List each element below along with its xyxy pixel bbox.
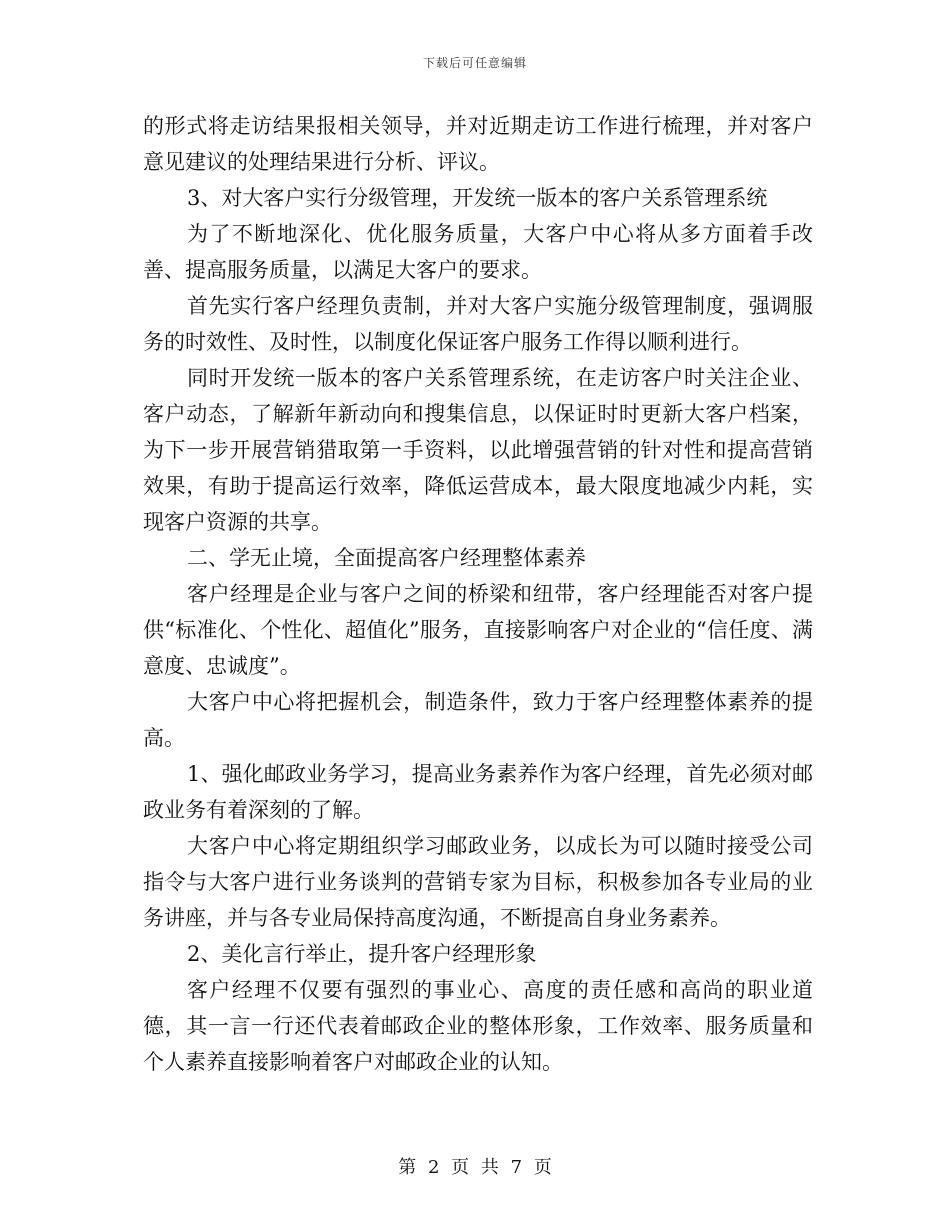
page-number-footer: 第 2 页 共 7 页 [398, 1157, 552, 1178]
paragraph: 大客户中心将定期组织学习邮政业务，以成长为可以随时接受公司指令与大客户进行业务谈判的营销专家为目标，积极参加各专业局的业务讲座，并与各专业局保持高度沟通，不断提高自身业务素养。 [143, 834, 813, 930]
section-heading: 1、强化邮政业务学习，提高业务素养作为客户经理，首先必须对邮政业务有着深刻的了解。 [143, 762, 813, 822]
paragraph: 的形式将走访结果报相关领导，并对近期走访工作进行梳理，并对客户意见建议的处理结果进行分析、评议。 [143, 114, 813, 174]
paragraph: 首先实行客户经理负责制，并对大客户实施分级管理制度，强调服务的时效性、及时性，以制度化保证客户服务工作得以顺利进行。 [143, 294, 813, 354]
paragraph: 大客户中心将把握机会，制造条件，致力于客户经理整体素养的提高。 [143, 690, 813, 750]
paragraph: 同时开发统一版本的客户关系管理系统，在走访客户时关注企业、客户动态，了解新年新动向和搜集信息，以保证时时更新大客户档案，为下一步开展营销猎取第一手资料，以此增强营销的针对性和提高营销效果，有助于提高运行效率，降低运营成本，最大限度地减少内耗，实现客户资源的共享。 [143, 366, 813, 534]
document-body [143, 108, 813, 1080]
paragraph: 为了不断地深化、优化服务质量，大客户中心将从多方面着手改善、提高服务质量，以满足大客户的要求。 [143, 222, 813, 282]
page-header-note: 下载后可任意编辑 [422, 56, 527, 70]
section-heading: 2、美化言行举止，提升客户经理形象 [187, 942, 537, 966]
section-heading: 二、学无止境，全面提高客户经理整体素养 [187, 546, 586, 570]
paragraph: 客户经理是企业与客户之间的桥梁和纽带，客户经理能否对客户提供“标准化、个性化、超值化”服务，直接影响客户对企业的“信任度、满意度、忠诚度”。 [143, 582, 813, 678]
section-heading: 3、对大客户实行分级管理，开发统一版本的客户关系管理系统 [187, 186, 768, 210]
paragraph: 客户经理不仅要有强烈的事业心、高度的责任感和高尚的职业道德，其一言一行还代表着邮政企业的整体形象，工作效率、服务质量和个人素养直接影响着客户对邮政企业的认知。 [143, 978, 813, 1074]
